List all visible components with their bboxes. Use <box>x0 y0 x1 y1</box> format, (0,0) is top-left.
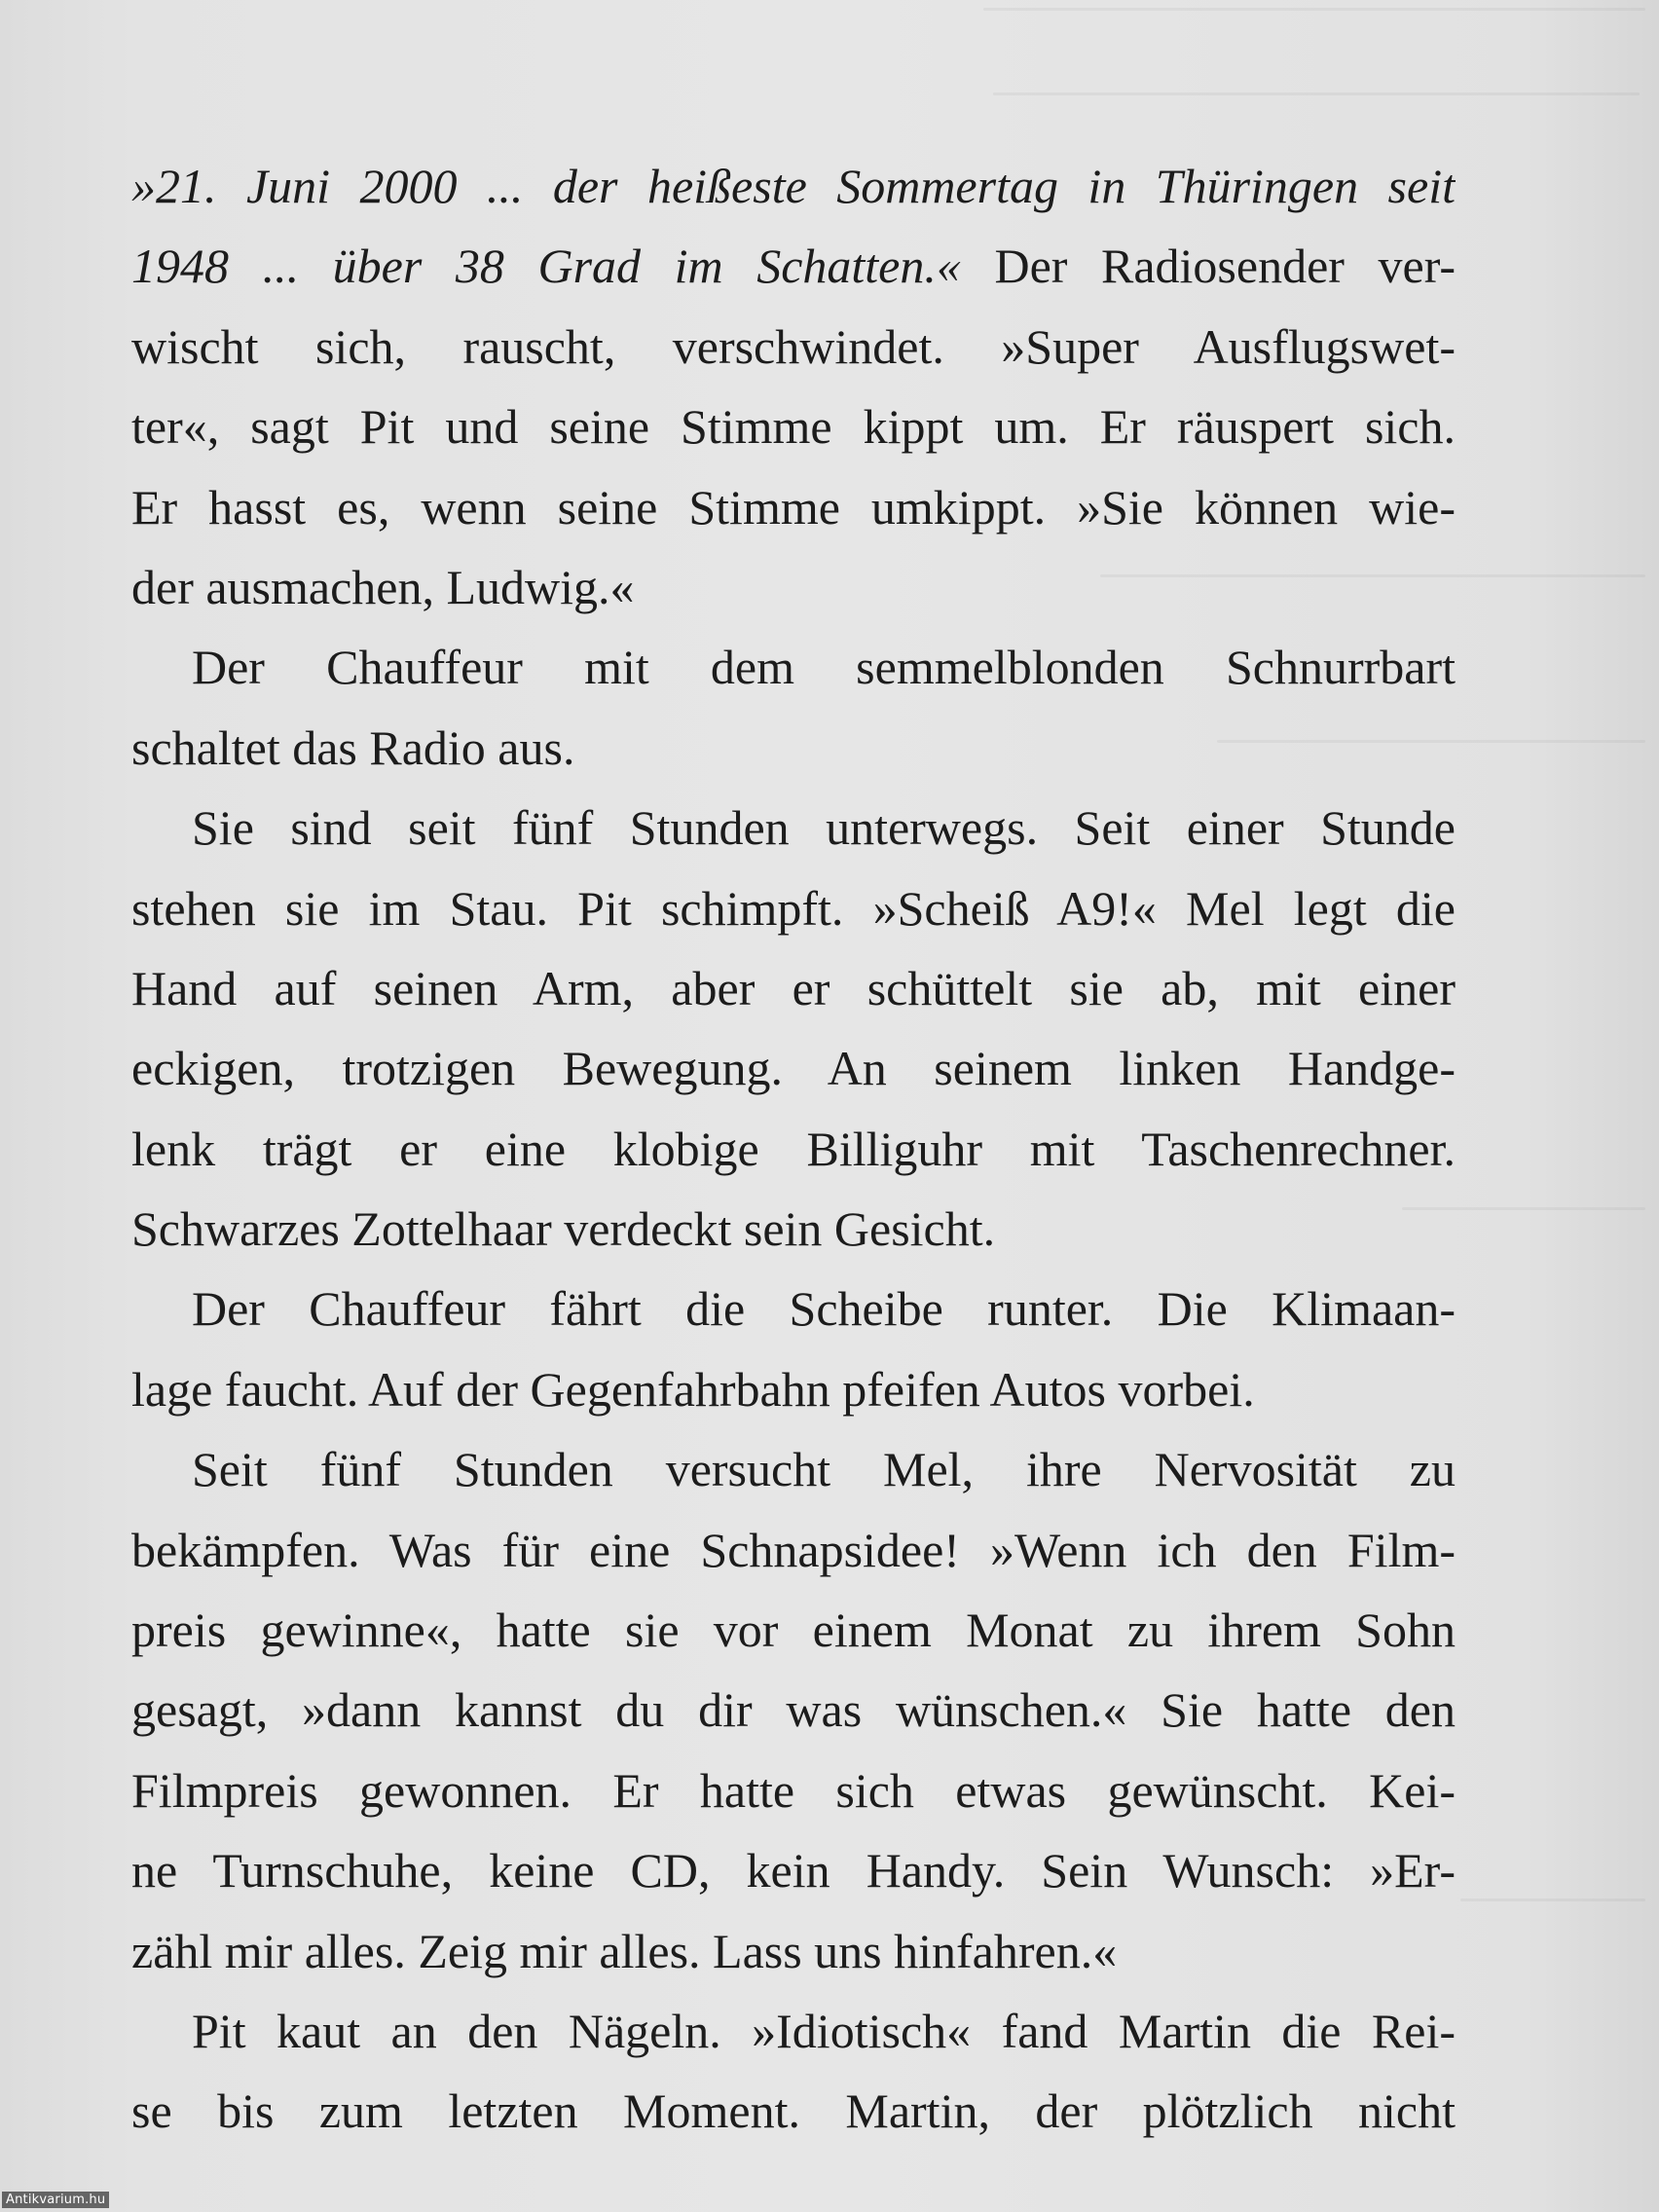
text-segment: lage faucht. Auf der Gegenfahrbahn pfeifen Autos vorbei. <box>131 1361 1255 1417</box>
text-segment: zähl mir alles. Zeig mir alles. Lass uns hinfahren.« <box>131 1923 1118 1978</box>
text-line <box>131 1510 1456 1590</box>
text-line <box>131 2071 1456 2151</box>
text-line <box>131 1109 1456 1189</box>
text-segment: se bis zum letzten Moment. Martin, der plötzlich nicht <box>131 2083 1456 2139</box>
text-segment: preis gewinne«, hatte sie vor einem Monat zu ihrem Sohn <box>131 1603 1456 1658</box>
text-segment: ne Turnschuhe, keine CD, kein Handy. Sein Wunsch: »Er- <box>131 1843 1456 1899</box>
text-segment: Filmpreis gewonnen. Er hatte sich etwas gewünscht. Kei- <box>131 1762 1456 1818</box>
text-line <box>131 1590 1456 1670</box>
text-line <box>131 627 1456 707</box>
text-line <box>131 868 1456 948</box>
text-segment: stehen sie im Stau. Pit schimpft. »Scheiß A9!« Mel legt die <box>131 880 1456 936</box>
text-line <box>131 788 1456 867</box>
text-line <box>131 1028 1456 1108</box>
text-segment: wischt sich, rauscht, verschwindet. »Super Ausflugswet- <box>131 318 1456 374</box>
text-line <box>131 1911 1456 1991</box>
text-line <box>131 387 1456 466</box>
text-segment: Hand auf seinen Arm, aber er schüttelt sie ab, mit einer <box>131 960 1456 1015</box>
text-segment: eckigen, trotzigen Bewegung. An seinem linken Handge- <box>131 1041 1456 1096</box>
text-segment: ter«, sagt Pit und seine Stimme kippt um. Er räuspert sich. <box>131 399 1456 455</box>
text-segment: 1948 ... über 38 Grad im Schatten.« <box>131 239 961 294</box>
text-segment: gesagt, »dann kannst du dir was wünschen.« Sie hatte den <box>131 1682 1456 1738</box>
text-line <box>131 467 1456 547</box>
watermark: Antikvarium.hu <box>2 2192 109 2208</box>
text-segment: lenk trägt er eine klobige Billiguhr mit Taschenrechner. <box>131 1121 1456 1176</box>
text-segment: Seit fünf Stunden versucht Mel, ihre Nervosität zu <box>192 1442 1456 1497</box>
text-segment: Sie sind seit fünf Stunden unterwegs. Seit einer Stunde <box>192 800 1456 856</box>
text-line <box>131 1349 1456 1429</box>
text-line <box>131 1269 1456 1348</box>
text-line <box>131 1991 1456 2071</box>
text-line <box>131 1751 1456 1830</box>
text-line <box>131 1830 1456 1910</box>
body-text <box>131 146 1456 2152</box>
text-segment: »21. Juni 2000 ... der heißeste Sommertag in Thüringen seit <box>131 159 1456 213</box>
text-line <box>131 1189 1456 1269</box>
text-line <box>131 226 1456 306</box>
text-segment: schaltet das Radio aus. <box>131 719 575 775</box>
text-line <box>131 1670 1456 1750</box>
text-line <box>131 1429 1456 1509</box>
text-segment: Pit kaut an den Nägeln. »Idiotisch« fand Martin die Rei- <box>192 2003 1456 2058</box>
text-line <box>131 708 1456 788</box>
text-line <box>131 948 1456 1028</box>
text-segment: Der Chauffeur fährt die Scheibe runter. Die Klimaan- <box>192 1281 1456 1337</box>
text-segment: der ausmachen, Ludwig.« <box>131 559 635 614</box>
text-segment: bekämpfen. Was für eine Schnapsidee! »Wenn ich den Film- <box>131 1522 1456 1577</box>
text-line <box>131 146 1456 226</box>
text-segment: Der Chauffeur mit dem semmelblonden Schnurrbart <box>192 640 1456 695</box>
text-segment: Der Radiosender ver- <box>960 239 1456 294</box>
text-line <box>131 307 1456 387</box>
text-line <box>131 547 1456 627</box>
text-segment: Schwarzes Zottelhaar verdeckt sein Gesicht. <box>131 1201 996 1257</box>
text-segment: Er hasst es, wenn seine Stimme umkippt. »Sie können wie- <box>131 479 1456 535</box>
